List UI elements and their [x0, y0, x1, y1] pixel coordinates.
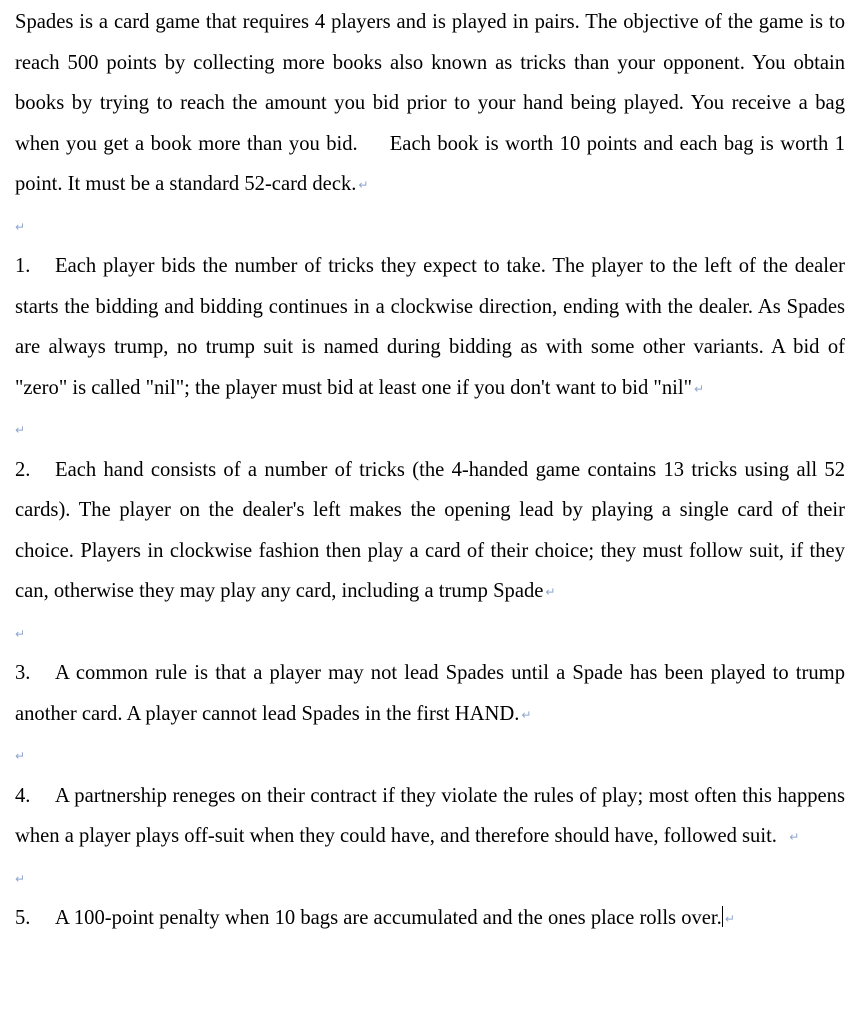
- rule-number: 4.: [15, 784, 31, 807]
- rule-paragraph-5[interactable]: [15, 898, 845, 940]
- document-body[interactable]: [15, 2, 845, 940]
- rule-paragraph-3[interactable]: [15, 653, 845, 735]
- paragraph-mark-icon: ↵: [15, 219, 26, 234]
- rule-text: A common rule is that a player may not lead Spades until a Spade has been played to trump another card. A player cannot lead Spades in the first HAND.: [15, 662, 845, 725]
- paragraph-mark-icon: ↵: [15, 423, 26, 437]
- rule-text: A partnership reneges on their contract if they violate the rules of play; most often this happens when a player plays off-suit when they could have, and therefore should have, followed suit.: [15, 784, 845, 847]
- paragraph-mark-icon: ↵: [521, 707, 532, 722]
- rule-paragraph-1[interactable]: [15, 246, 845, 409]
- rule-number: 1.: [15, 255, 31, 277]
- rule-paragraph-4[interactable]: [15, 776, 845, 858]
- paragraph-mark-icon: ↵: [545, 585, 556, 599]
- paragraph-mark-icon: ↵: [789, 830, 800, 844]
- text-cursor: [722, 906, 723, 927]
- paragraph-mark-icon: ↵: [358, 178, 369, 192]
- paragraph-mark-icon: ↵: [15, 871, 26, 886]
- empty-paragraph[interactable]: [15, 206, 845, 247]
- rule-text: Each player bids the number of tricks they expect to take. The player to the left of the dealer starts the bidding and bidding continues in a clockwise direction, ending with the dealer. As Spades are always trump, no trump suit is named during bidding as with some other variants. A bid of "zero" is called "nil"; the player must bid at least one if you don't want to bid "nil": [15, 255, 845, 399]
- intro-text-part-2: Each book is worth 10 points and each bag is worth 1 point. It must be a standard 52-card deck.: [15, 132, 846, 195]
- rule-text: A 100-point penalty when 10 bags are accumulated and the ones place rolls over.: [55, 907, 722, 929]
- paragraph-mark-icon: ↵: [724, 912, 735, 926]
- empty-paragraph[interactable]: [15, 409, 845, 450]
- rule-number: 5.: [15, 907, 31, 929]
- rule-text: Each hand consists of a number of tricks (the 4-handed game contains 13 tricks using all 52 cards). The player on the dealer's left makes the opening lead by playing a single card of their choice. Players in clockwise fashion then play a card of their choice; they must follow suit, if they can, otherwise they may play any card, including a trump Spade: [15, 458, 845, 602]
- empty-paragraph[interactable]: [15, 613, 845, 654]
- paragraph-mark-icon: ↵: [15, 626, 26, 641]
- empty-paragraph[interactable]: [15, 858, 845, 899]
- rule-number: 2.: [15, 458, 31, 481]
- intro-paragraph[interactable]: [15, 2, 845, 206]
- paragraph-mark-icon: ↵: [693, 381, 705, 396]
- rule-number: 3.: [15, 662, 31, 684]
- empty-paragraph[interactable]: [15, 735, 845, 776]
- intro-text-part-1: Spades is a card game that requires 4 players and is played in pairs. The objective of the game is to reach 500 points by collecting more books also known as tricks than your opponent. You obtain books by trying to reach the amount you bid prior to your hand being played. You receive a bag when you get a book more than you bid.: [15, 11, 845, 155]
- paragraph-mark-icon: ↵: [15, 749, 26, 763]
- rule-paragraph-2[interactable]: [15, 450, 845, 613]
